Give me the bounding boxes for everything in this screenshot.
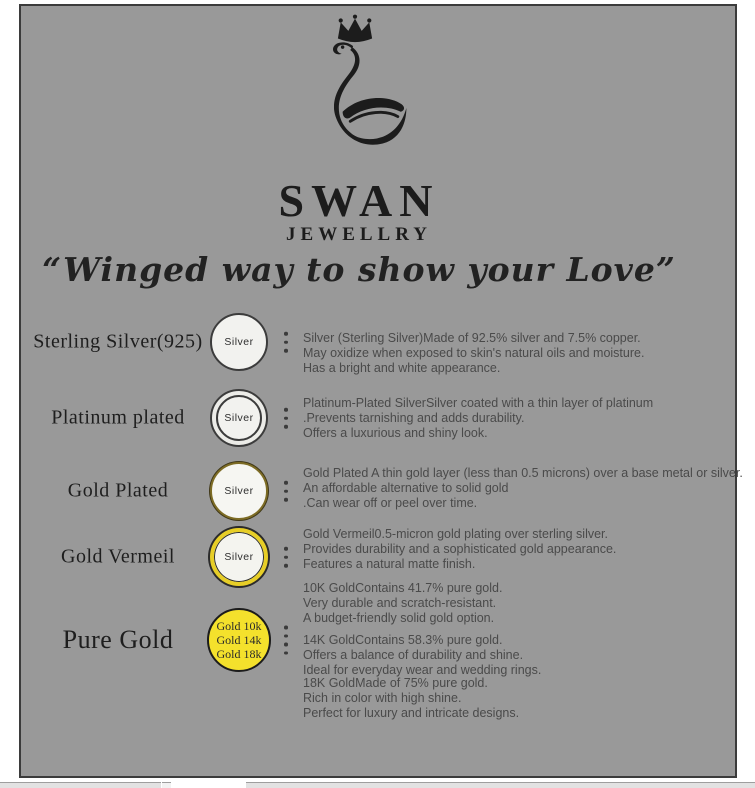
row-label-gold-plated: Gold Plated <box>67 479 169 502</box>
badge-platinum-plated <box>210 389 268 447</box>
badge-text: Silver <box>224 485 254 497</box>
badge-text: Gold 18k <box>216 647 262 661</box>
desc-line: Very durable and scratch-resistant. <box>303 596 497 610</box>
badge-text: Silver <box>224 551 254 563</box>
desc-line: Features a natural matte finish. <box>303 557 476 571</box>
desc-18k-gold <box>303 676 519 721</box>
desc-gold-vermeil <box>303 527 616 572</box>
brand-tagline: “Winged way to show your Love” <box>42 250 676 289</box>
separator-dots <box>284 547 288 568</box>
separator-dots <box>284 408 288 429</box>
brand-subtitle: JEWELLRY <box>286 224 432 245</box>
separator-dots <box>284 332 288 353</box>
desc-10k-gold <box>303 581 502 626</box>
desc-line: A budget-friendly solid gold option. <box>303 611 495 625</box>
desc-line: .Can wear off or peel over time. <box>303 496 478 510</box>
badge-text: Silver <box>224 336 254 348</box>
row-label-platinum-plated: Platinum plated <box>51 406 185 429</box>
desc-line: An affordable alternative to solid gold <box>303 481 509 495</box>
desc-line: Gold Plated A thin gold layer (less than 0.5 microns) over a base metal or silver. <box>303 466 743 480</box>
desc-line: .Prevents tarnishing and adds durability. <box>303 411 525 425</box>
desc-line: Perfect for luxury and intricate designs. <box>303 706 520 720</box>
badge-gold-vermeil <box>210 528 268 586</box>
bottom-edge-bar-left <box>0 782 161 788</box>
desc-line: Ideal for everyday wear and wedding rings. <box>303 663 542 677</box>
row-label-sterling-silver: Sterling Silver(925) <box>33 330 203 353</box>
separator-dots <box>284 481 288 502</box>
desc-line: Has a bright and white appearance. <box>303 361 501 375</box>
desc-line: Provides durability and a sophisticated gold appearance. <box>303 542 617 556</box>
badge-text: Silver <box>224 412 254 424</box>
badge-sterling-silver <box>210 313 268 371</box>
badge-pure-gold <box>207 608 271 672</box>
desc-line: 14K GoldContains 58.3% pure gold. <box>303 633 503 647</box>
separator-dots <box>284 626 288 655</box>
bottom-edge-bar-small <box>162 782 171 788</box>
desc-14k-gold <box>303 633 541 678</box>
brand-title: SWAN <box>278 175 440 226</box>
bottom-edge-bar-right <box>246 782 755 788</box>
badge-text: Gold 14k <box>216 633 262 647</box>
infographic-panel <box>19 4 743 778</box>
desc-line: Silver (Sterling Silver)Made of 92.5% silver and 7.5% copper. <box>303 331 641 345</box>
badge-inner-ring <box>216 395 262 441</box>
desc-gold-plated <box>303 466 743 511</box>
desc-line: May oxidize when exposed to skin's natural oils and moisture. <box>303 346 645 360</box>
desc-platinum-plated <box>303 396 653 441</box>
desc-line: Rich in color with high shine. <box>303 691 462 705</box>
badge-gold-plated <box>210 462 268 520</box>
swan-crown-logo <box>293 10 417 172</box>
desc-sterling-silver <box>303 331 644 376</box>
row-label-gold-vermeil: Gold Vermeil <box>61 545 175 568</box>
badge-text: Gold 10k <box>216 619 262 633</box>
desc-line: Offers a luxurious and shiny look. <box>303 426 488 440</box>
desc-line: 18K GoldMade of 75% pure gold. <box>303 676 488 690</box>
desc-line: 10K GoldContains 41.7% pure gold. <box>303 581 503 595</box>
desc-line: Gold Vermeil0.5-micron gold plating over sterling silver. <box>303 527 608 541</box>
desc-line: Platinum-Plated SilverSilver coated with a thin layer of platinum <box>303 396 654 410</box>
row-label-pure-gold: Pure Gold <box>62 625 174 654</box>
desc-line: Offers a balance of durability and shine. <box>303 648 524 662</box>
